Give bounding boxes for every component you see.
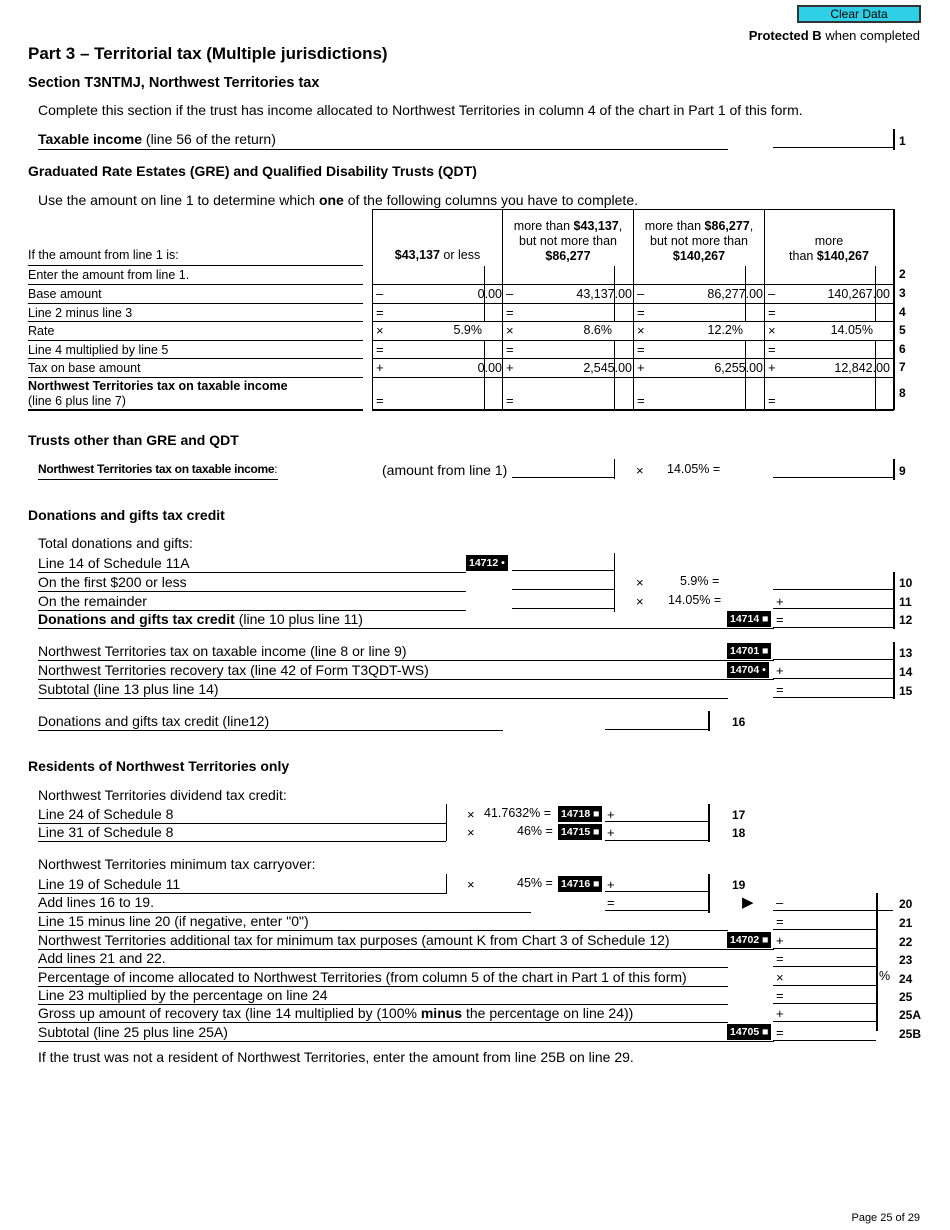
first200-times: × xyxy=(636,575,644,590)
code-14705: 14705 ■ xyxy=(727,1024,771,1040)
operator-symbol: = xyxy=(637,342,645,357)
line-number-4: 4 xyxy=(899,305,906,319)
taxable-income-bold: Taxable income xyxy=(38,131,143,147)
gre-row-label: Rate xyxy=(28,324,55,338)
line25-eq: = xyxy=(776,988,784,1003)
amount-input[interactable] xyxy=(393,341,502,359)
line20-label: Add lines 16 to 19. xyxy=(38,894,154,910)
donations-title: Donations and gifts tax credit xyxy=(28,507,225,523)
line-number-5: 5 xyxy=(899,323,906,337)
remainder-times: × xyxy=(636,594,644,609)
line-15-input[interactable] xyxy=(773,680,893,698)
line-number-15: 15 xyxy=(899,684,913,698)
line-25b-input[interactable] xyxy=(773,1023,876,1041)
clear-data-button[interactable]: Clear Data xyxy=(797,5,921,23)
line25a-pre: Gross up amount of recovery tax (line 14 multiplied by (100% xyxy=(38,1005,417,1021)
code-14714: 14714 ■ xyxy=(727,611,771,627)
amount-input[interactable] xyxy=(654,266,763,284)
line19-rate: 45% = xyxy=(517,876,553,890)
line18-plus: + xyxy=(607,825,615,840)
line-18-input[interactable] xyxy=(605,823,708,841)
line-19-input[interactable] xyxy=(605,874,708,892)
gre-row-label-sub: (line 6 plus line 7) xyxy=(28,394,126,408)
line-number-19: 19 xyxy=(732,878,746,892)
line25-label: Line 23 multiplied by the percentage on line 24 xyxy=(38,987,328,1003)
line-11-input[interactable] xyxy=(773,591,893,609)
fixed-amount: 2,545.00 xyxy=(583,361,632,375)
intro-text: Complete this section if the trust has income allocated to Northwest Territories in column 4 of the chart in Part 1 of this form. xyxy=(38,102,803,118)
line-17-input[interactable] xyxy=(605,804,708,822)
operator-symbol: × xyxy=(768,323,776,338)
line19-times: × xyxy=(467,877,475,892)
col2-l1-post: , xyxy=(618,219,623,233)
line18-times: × xyxy=(467,825,475,840)
gre-row-label xyxy=(28,379,288,409)
col4-l3-bold: $140,267 xyxy=(816,249,869,263)
line-number-17: 17 xyxy=(732,808,746,822)
line25b-eq: = xyxy=(776,1025,784,1040)
line25a-bold: minus xyxy=(420,1005,463,1021)
amount-input[interactable] xyxy=(654,304,763,322)
col-header-1 xyxy=(373,248,502,263)
first200-label: On the first $200 or less xyxy=(38,574,187,590)
col-header-4 xyxy=(765,234,893,264)
code-14715: 14715 ■ xyxy=(558,824,602,840)
rate-value: 14.05% xyxy=(830,323,873,337)
total-donations-label: Total donations and gifts: xyxy=(38,535,193,551)
remainder-rate: 14.05% = xyxy=(668,593,722,607)
amount-input[interactable] xyxy=(654,378,763,396)
line-number-3: 3 xyxy=(899,286,906,300)
line9-rate: 14.05% = xyxy=(667,462,721,476)
line-number-11: 11 xyxy=(899,595,912,609)
line17-plus: + xyxy=(607,807,615,822)
line24-pct: % xyxy=(879,969,891,983)
other-trusts-label xyxy=(38,462,277,476)
col2-l2: but not more than xyxy=(519,234,617,248)
amount-input[interactable] xyxy=(393,378,502,396)
col2-l3: $86,277 xyxy=(545,249,591,263)
line24-times: × xyxy=(776,970,784,985)
operator-symbol: = xyxy=(376,305,384,320)
line-14-input[interactable] xyxy=(773,661,893,679)
amount-input[interactable] xyxy=(523,378,632,396)
line-25-input[interactable] xyxy=(773,986,876,1004)
operator-symbol: + xyxy=(637,360,645,375)
line-10-input[interactable] xyxy=(773,572,893,590)
other-trusts-title: Trusts other than GRE and QDT xyxy=(28,432,239,448)
first200-input[interactable] xyxy=(512,572,614,590)
remainder-input[interactable] xyxy=(512,591,614,609)
line22-plus: + xyxy=(776,933,784,948)
line15-eq: = xyxy=(776,682,784,697)
line-number-23: 23 xyxy=(899,953,913,967)
col1-bold: $43,137 xyxy=(394,248,440,262)
protected-b: Protected B xyxy=(748,28,822,43)
gre-row-label-main: Northwest Territories tax on taxable income xyxy=(28,379,288,393)
line-number-8: 8 xyxy=(899,386,906,400)
residents-title: Residents of Northwest Territories only xyxy=(28,758,290,774)
remainder-label: On the remainder xyxy=(38,593,147,609)
amount-input[interactable] xyxy=(523,341,632,359)
col3-l1-post: , xyxy=(749,219,754,233)
line-number-22: 22 xyxy=(899,935,913,949)
operator-symbol: × xyxy=(637,323,645,338)
operator-symbol: + xyxy=(376,360,384,375)
donations-credit-label xyxy=(38,611,363,627)
line-21-input[interactable] xyxy=(773,912,876,930)
line9-times: × xyxy=(636,463,644,478)
taxable-income-label xyxy=(38,131,276,147)
line25a-label xyxy=(38,1005,633,1021)
operator-symbol: = xyxy=(376,393,384,408)
remainder-plus: + xyxy=(776,594,784,609)
col3-l3: $140,267 xyxy=(672,249,726,263)
amount-input[interactable] xyxy=(393,304,502,322)
line-9-input[interactable] xyxy=(773,460,893,478)
line-22-input[interactable] xyxy=(773,931,876,949)
line-number-1: 1 xyxy=(899,134,906,148)
gre-instruction xyxy=(38,192,638,208)
line-number-24: 24 xyxy=(899,972,913,986)
taxable-income-rest: (line 56 of the return) xyxy=(145,131,276,147)
line-number-14: 14 xyxy=(899,665,913,679)
operator-symbol: × xyxy=(376,323,384,338)
amount-input[interactable] xyxy=(785,266,890,284)
operator-symbol: = xyxy=(637,305,645,320)
operator-symbol: – xyxy=(637,286,645,301)
gre-instr-post: of the following columns you have to complete. xyxy=(347,192,638,208)
operator-symbol: × xyxy=(506,323,514,338)
col3-l2: but not more than xyxy=(650,234,748,248)
line-number-2: 2 xyxy=(899,267,906,281)
line-16-input[interactable] xyxy=(605,712,708,730)
operator-symbol: – xyxy=(376,286,384,301)
fixed-amount: 0.00 xyxy=(477,287,502,301)
gre-row-label: Enter the amount from line 1. xyxy=(28,268,190,282)
gre-row-label: Base amount xyxy=(28,287,102,301)
operator-symbol: = xyxy=(376,342,384,357)
col-header-3 xyxy=(634,219,764,264)
line23-label: Add lines 21 and 22. xyxy=(38,950,166,966)
fixed-amount: 12,842.00 xyxy=(834,361,890,375)
line14-plus: + xyxy=(776,663,784,678)
operator-symbol: = xyxy=(768,393,776,408)
if-amount-label: If the amount from line 1 is: xyxy=(28,248,179,262)
line16-label: Donations and gifts tax credit (line12) xyxy=(38,713,270,729)
line-24-input[interactable] xyxy=(773,968,876,986)
amount-input[interactable] xyxy=(785,378,890,396)
line14-label: Northwest Territories recovery tax (line 42 of Form T3QDT-WS) xyxy=(38,662,429,678)
gre-row-label: Tax on base amount xyxy=(28,361,141,375)
line13-label: Northwest Territories tax on taxable income (line 8 or line 9) xyxy=(38,643,407,659)
operator-symbol: = xyxy=(768,305,776,320)
fixed-amount: 86,277.00 xyxy=(707,287,763,301)
operator-symbol: – xyxy=(506,286,514,301)
code-14704: 14704 • xyxy=(727,662,769,678)
col3-l1-pre: more than xyxy=(644,219,705,233)
line-number-25a: 25A xyxy=(899,1008,922,1022)
line19-label: Line 19 of Schedule 11 xyxy=(38,876,181,892)
fixed-amount: 140,267.00 xyxy=(827,287,890,301)
line20-minus: – xyxy=(776,895,784,910)
code-14712: 14712 • xyxy=(466,555,508,571)
credit-eq: = xyxy=(776,612,784,627)
line15-label: Subtotal (line 13 plus line 14) xyxy=(38,681,219,697)
line23-eq: = xyxy=(776,951,784,966)
col4-l2: more xyxy=(814,234,844,248)
line-number-25b: 25B xyxy=(899,1027,922,1041)
amount-input[interactable] xyxy=(523,304,632,322)
line17-times: × xyxy=(467,807,475,822)
line-number-6: 6 xyxy=(899,342,906,356)
line-number-10: 10 xyxy=(899,576,913,590)
code-14716: 14716 ■ xyxy=(558,876,602,892)
amount-input[interactable] xyxy=(785,341,890,359)
col2-l1-pre: more than xyxy=(513,219,574,233)
gre-row-label: Line 4 multiplied by line 5 xyxy=(28,343,169,357)
donations-total-input[interactable] xyxy=(512,553,614,571)
amount-from-line1: (amount from line 1) xyxy=(382,462,508,478)
code-14701: 14701 ■ xyxy=(727,643,771,659)
line-9-amount-input[interactable] xyxy=(512,460,614,478)
line18-label: Line 31 of Schedule 8 xyxy=(38,824,174,840)
line-13-input[interactable] xyxy=(773,642,893,660)
code-14702: 14702 ■ xyxy=(727,932,771,948)
col2-l1-bold: $43,137 xyxy=(573,219,619,233)
line24-label: Percentage of income allocated to Northwest Territories (from column 5 of the chart in Part 1 of this form) xyxy=(38,969,687,985)
dividend-label: Northwest Territories dividend tax credit: xyxy=(38,787,287,803)
code-14718: 14718 ■ xyxy=(558,806,602,822)
rate-value: 5.9% xyxy=(453,323,482,337)
col4-l3-pre: than xyxy=(789,249,817,263)
line-number-18: 18 xyxy=(732,826,746,840)
line-number-20: 20 xyxy=(899,897,913,911)
line22-label: Northwest Territories additional tax for minimum tax purposes (amount K from Chart 3 of Schedule 12) xyxy=(38,932,670,948)
line14-sched11a-label: Line 14 of Schedule 11A xyxy=(38,555,190,571)
line21-eq: = xyxy=(776,914,784,929)
line-number-12: 12 xyxy=(899,613,913,627)
col3-l1-bold: $86,277 xyxy=(704,219,750,233)
first200-rate: 5.9% = xyxy=(680,574,720,588)
amount-input[interactable] xyxy=(654,341,763,359)
col1-rest: or less xyxy=(439,248,481,262)
col-header-2 xyxy=(503,219,633,264)
operator-symbol: – xyxy=(768,286,776,301)
protected-b-label xyxy=(749,28,920,43)
line17-label: Line 24 of Schedule 8 xyxy=(38,806,174,822)
gre-title: Graduated Rate Estates (GRE) and Qualified Disability Trusts (QDT) xyxy=(28,163,477,179)
gre-instr-pre: Use the amount on line 1 to determine which xyxy=(38,192,316,208)
operator-symbol: = xyxy=(637,393,645,408)
section-title: Section T3NTMJ, Northwest Territories tax xyxy=(28,75,320,91)
footnote: If the trust was not a resident of Northwest Territories, enter the amount from line 25B on line 29. xyxy=(38,1049,634,1065)
line-number-7: 7 xyxy=(899,360,906,374)
operator-symbol: = xyxy=(506,342,514,357)
donations-credit-bold: Donations and gifts tax credit xyxy=(38,611,235,627)
line25a-plus: + xyxy=(776,1006,784,1021)
operator-symbol: = xyxy=(506,305,514,320)
other-trusts-colon: : xyxy=(274,462,278,476)
part-title: Part 3 – Territorial tax (Multiple jurisdictions) xyxy=(28,44,388,63)
operator-symbol: + xyxy=(768,360,776,375)
amount-input[interactable] xyxy=(393,266,502,284)
line25b-label: Subtotal (line 25 plus line 25A) xyxy=(38,1024,228,1040)
operator-symbol: = xyxy=(506,393,514,408)
line17-rate: 41.7632% = xyxy=(484,806,552,820)
when-completed: when completed xyxy=(825,28,920,43)
line-23-input[interactable] xyxy=(773,949,876,967)
donations-credit-rest: (line 10 plus line 11) xyxy=(238,611,363,627)
amount-input[interactable] xyxy=(785,304,890,322)
line-number-21: 21 xyxy=(899,916,913,930)
line-12-input[interactable] xyxy=(773,610,893,628)
operator-symbol: = xyxy=(768,342,776,357)
fixed-amount: 6,255.00 xyxy=(714,361,763,375)
arrow-right-icon: ▶ xyxy=(742,894,754,911)
line-1-input[interactable] xyxy=(773,130,893,148)
rate-value: 8.6% xyxy=(583,323,612,337)
gre-row-label: Line 2 minus line 3 xyxy=(28,306,133,320)
line-number-13: 13 xyxy=(899,646,913,660)
line20-eq: = xyxy=(607,895,615,910)
line-20-input[interactable] xyxy=(773,893,893,911)
line21-label: Line 15 minus line 20 (if negative, enter "0") xyxy=(38,913,309,929)
line19-plus: + xyxy=(607,877,615,892)
amount-input[interactable] xyxy=(523,266,632,284)
line25a-post: the percentage on line 24)) xyxy=(465,1005,634,1021)
line-number-9: 9 xyxy=(899,464,906,478)
line-25a-input[interactable] xyxy=(773,1004,876,1022)
line18-rate: 46% = xyxy=(517,824,553,838)
fixed-amount: 43,137.00 xyxy=(576,287,632,301)
line-20-subtotal-input[interactable] xyxy=(605,893,708,911)
line-number-16: 16 xyxy=(732,715,746,729)
other-trusts-label-text: Northwest Territories tax on taxable income xyxy=(38,462,275,476)
mintax-label: Northwest Territories minimum tax carryover: xyxy=(38,856,316,872)
rate-value: 12.2% xyxy=(707,323,743,337)
operator-symbol: + xyxy=(506,360,514,375)
line-number-25: 25 xyxy=(899,990,913,1004)
page-number: Page 25 of 29 xyxy=(851,1212,920,1224)
fixed-amount: 0.00 xyxy=(477,361,502,375)
gre-instr-bold: one xyxy=(318,192,344,208)
